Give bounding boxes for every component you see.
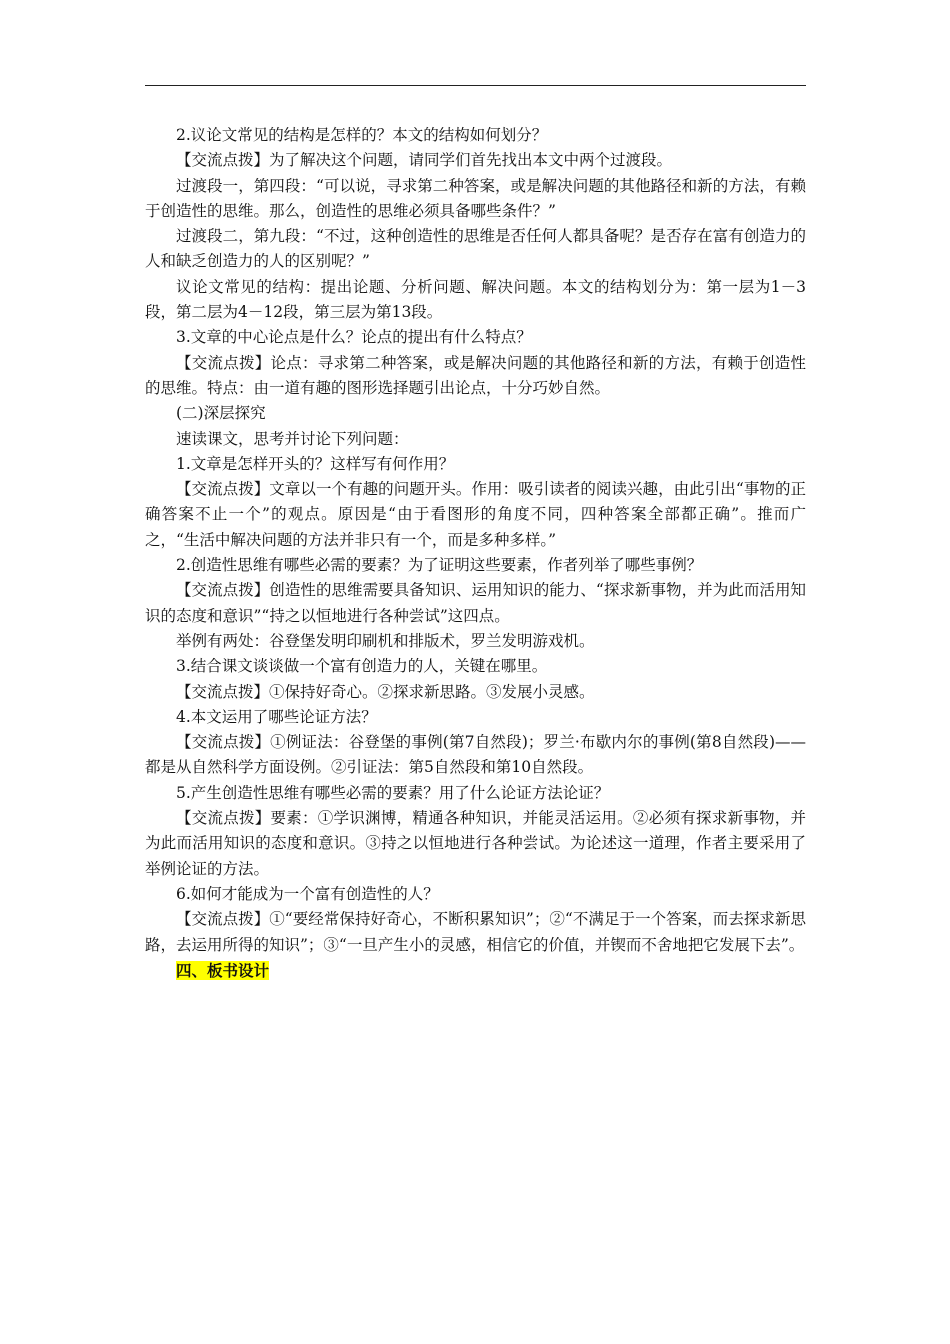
paragraph: 6.如何才能成为一个富有创造性的人？ <box>176 884 439 903</box>
paragraph: 【交流点拨】文章以一个有趣的问题开头。作用：吸引读者的阅读兴趣，由此引出“事物的正确答案不止一个”的观点。原因是“由于看图形的角度不同，四种答案全部都正确”。推而广之，“生活中解决问题的方法并非只有一个，而是多种多样。” <box>145 480 806 549</box>
paragraph: 2.创造性思维有哪些必需的要素？为了证明这些要素，作者列举了哪些事例？ <box>176 556 703 575</box>
paragraph: 【交流点拨】①“要经常保持好奇心，不断积累知识”；②“不满足于一个答案，而去探求新思路，去运用所得的知识”；③“一旦产生小的灵感，相信它的价值，并锲而不舍地把它发展下去”。 <box>145 910 806 954</box>
paragraph: 【交流点拨】为了解决这个问题，请同学们首先找出本文中两个过渡段。 <box>176 151 673 170</box>
paragraph: 举例有两处：谷登堡发明印刷机和排版术，罗兰发明游戏机。 <box>176 631 595 650</box>
section-heading-line <box>145 958 806 984</box>
paragraph: 【交流点拨】①例证法：谷登堡的事例(第7自然段)；罗兰·布歇内尔的事例(第8自然段)——都是从自然科学方面设例。②引证法：第5自然段和第10自然段。 <box>145 733 806 777</box>
paragraph: 3.文章的中心论点是什么？论点的提出有什么特点？ <box>176 328 532 347</box>
paragraph: 3.结合课文谈谈做一个富有创造力的人，关键在哪里。 <box>176 657 548 676</box>
paragraph: 【交流点拨】①保持好奇心。②探求新思路。③发展小灵感。 <box>176 682 595 701</box>
document-body <box>145 123 806 984</box>
paragraph: 【交流点拨】创造性的思维需要具备知识、运用知识的能力、“探求新事物，并为此而活用知识的态度和意识”“持之以恒地进行各种尝试”这四点。 <box>145 581 806 625</box>
paragraph: 【交流点拨】要素：①学识渊博，精通各种知识，并能灵活运用。②必须有探求新事物，并为此而活用知识的态度和意识。③持之以恒地进行各种尝试。为论述这一道理，作者主要采用了举例论证的方法。 <box>145 809 806 878</box>
paragraph: 议论文常见的结构：提出论题、分析问题、解决问题。本文的结构划分为：第一层为1－3段，第二层为4－12段，第三层为第13段。 <box>145 277 806 322</box>
paragraph: 过渡段二，第九段：“不过，这种创造性的思维是否任何人都具备呢？是否存在富有创造力的人和缺乏创造力的人的区别呢？” <box>145 227 806 271</box>
paragraph: 速读课文，思考并讨论下列问题： <box>176 429 409 448</box>
paragraph: 1.文章是怎样开头的？这样写有何作用？ <box>176 454 455 473</box>
paragraph: 5.产生创造性思维有哪些必需的要素？用了什么论证方法论证？ <box>176 783 610 802</box>
paragraph: 【交流点拨】论点：寻求第二种答案，或是解决问题的其他路径和新的方法，有赖于创造性的思维。特点：由一道有趣的图形选择题引出论点，十分巧妙自然。 <box>145 353 806 397</box>
paragraph: 4.本文运用了哪些论证方法？ <box>176 707 377 726</box>
paragraph: 2.议论文常见的结构是怎样的？本文的结构如何划分？ <box>176 126 548 144</box>
subsection-heading: (二)深层探究 <box>176 404 266 423</box>
header-rule <box>145 85 806 86</box>
paragraph: 过渡段一，第四段：“可以说，寻求第二种答案，或是解决问题的其他路径和新的方法，有赖于创造性的思维。那么，创造性的思维必须具备哪些条件？” <box>145 176 806 220</box>
section-heading: 四、板书设计 <box>176 960 270 980</box>
